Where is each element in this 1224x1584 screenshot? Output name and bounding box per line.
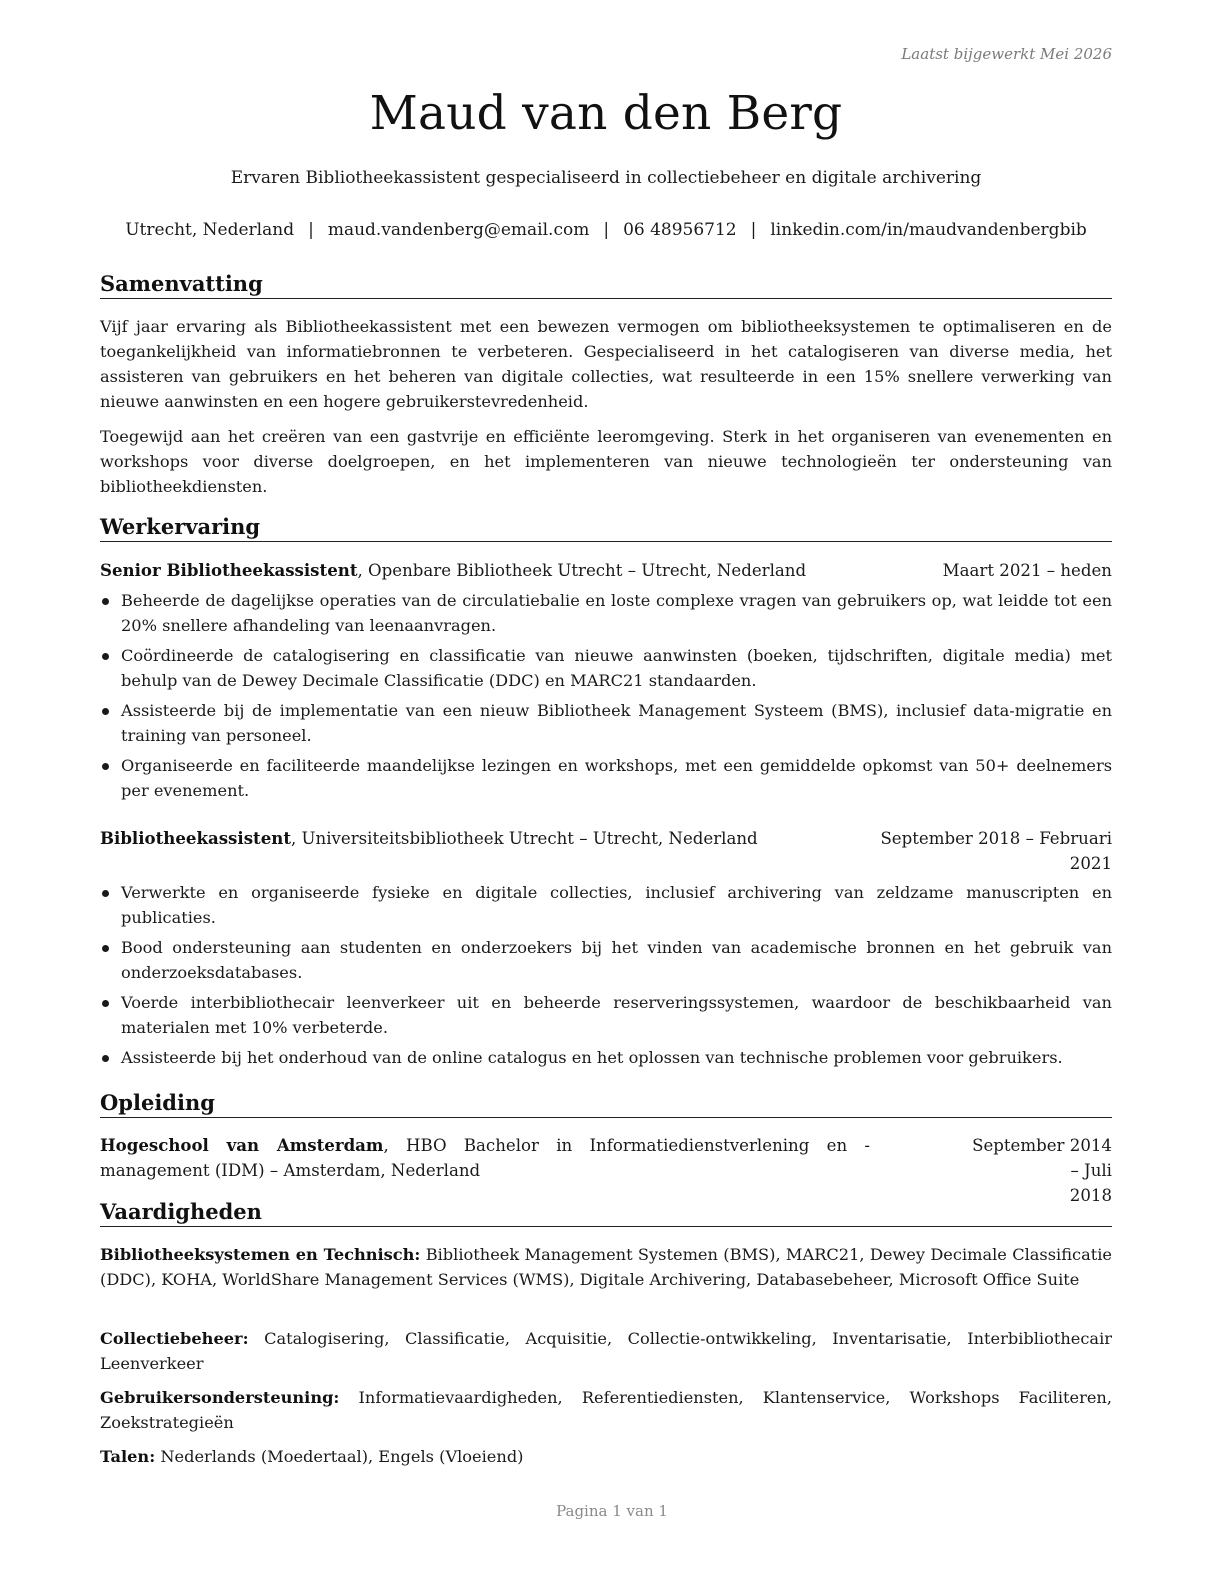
skill-text: Bibliotheek Management Systemen (BMS), MARC21, Dewey Decimale Classificatie (DDC), KOHA, WorldShare Management Services (WMS), Digitale Archivering, Databasebeheer, Microsoft Office Suite bbox=[100, 1245, 1112, 1289]
tagline: Ervaren Bibliotheekassistent gespecialiseerd in collectiebeheer en digitale archivering bbox=[230, 168, 982, 188]
job-dates-line: 2021 bbox=[1069, 854, 1112, 873]
list-item: Assisteerde bij de implementatie van een nieuw Bibliotheek Management Systeem (BMS), inclusief data-migratie en training van personeel. bbox=[100, 698, 1112, 748]
skill-row bbox=[100, 1326, 1112, 1376]
section-title-education: Opleiding bbox=[100, 1090, 1112, 1118]
education-degree: , HBO Bachelor in Informatiedienstverlening en -management (IDM) – Amsterdam, Nederland bbox=[100, 1136, 870, 1180]
job-dates bbox=[880, 826, 1112, 876]
summary-paragraph: Toegewijd aan het creëren van een gastvrije en efficiënte leeromgeving. Sterk in het organiseren van evenementen en workshops voor diverse doelgroepen, en het implementeren van nieuwe technologieën ter ondersteuning van bibliotheekdiensten. bbox=[100, 427, 1112, 496]
list-item: Bood ondersteuning aan studenten en onderzoekers bij het vinden van academische bronnen en het gebruik van onderzoeksdatabases. bbox=[100, 935, 1112, 985]
list-item: Beheerde de dagelijkse operaties van de circulatiebalie en loste complexe vragen van gebruikers op, wat leidde tot een 20% snellere afhandeling van leenaanvragen. bbox=[100, 588, 1112, 638]
job-header bbox=[100, 826, 1112, 876]
job-org: , Universiteitsbibliotheek Utrecht – Utrecht, Nederland bbox=[290, 829, 758, 848]
summary-paragraph: Vijf jaar ervaring als Bibliotheekassistent met een bewezen vermogen om bibliotheeksystemen te optimaliseren en de toegankelijkheid van informatiebronnen te verbeteren. Gespecialiseerd in het catalogiseren van diverse media, het assisteren van gebruikers en het beheren van digitale collecties, wat resulteerde in een 15% snellere verwerking van nieuwe aanwinsten en een hogere gebruikerstevredenheid. bbox=[100, 317, 1112, 411]
skill-row bbox=[100, 1242, 1112, 1292]
skill-row bbox=[100, 1444, 1112, 1469]
contact-location: Utrecht, Nederland bbox=[125, 220, 295, 240]
list-item: Assisteerde bij het onderhoud van de online catalogus en het oplossen van technische problemen voor gebruikers. bbox=[100, 1045, 1112, 1070]
skill-label: Gebruikersondersteuning: bbox=[100, 1388, 340, 1407]
skill-label: Bibliotheeksystemen en Technisch: bbox=[100, 1245, 421, 1264]
skill-text: Informatievaardigheden, Referentiediensten, Klantenservice, Workshops Faciliteren, Zoekstrategieën bbox=[100, 1388, 1112, 1432]
education-school: Hogeschool van Amsterdam bbox=[100, 1135, 384, 1155]
list-item: Voerde interbibliothecair leenverkeer uit en beheerde reserveringssystemen, waardoor de beschikbaarheid van materialen met 10% verbeterde. bbox=[100, 990, 1112, 1040]
skill-text: Nederlands (Moedertaal), Engels (Vloeiend) bbox=[155, 1447, 524, 1466]
job-bullets bbox=[100, 588, 1112, 808]
last-updated: Laatst bijgewerkt Mei 2026 bbox=[901, 45, 1112, 63]
job-bullets bbox=[100, 880, 1112, 1075]
job-dates-line: September 2018 – Februari bbox=[880, 829, 1112, 848]
candidate-name: Maud van den Berg bbox=[369, 86, 843, 141]
contact-phone: 06 48956712 bbox=[623, 220, 737, 240]
list-item: Verwerkte en organiseerde fysieke en digitale collecties, inclusief archivering van zeldzame manuscripten en publicaties. bbox=[100, 880, 1112, 930]
section-title-skills: Vaardigheden bbox=[100, 1199, 1112, 1227]
skill-label: Talen: bbox=[100, 1447, 156, 1466]
contact-separator: | bbox=[603, 220, 610, 240]
page-footer: Pagina 1 van 1 bbox=[556, 1502, 668, 1520]
skill-row bbox=[100, 1385, 1112, 1435]
contact-separator: | bbox=[750, 220, 757, 240]
contact-line bbox=[80, 220, 1132, 240]
skill-label: Collectiebeheer: bbox=[100, 1329, 249, 1348]
education-dates-line: 2018 bbox=[1069, 1186, 1112, 1205]
section-title-experience: Werkervaring bbox=[100, 514, 1112, 542]
job-org: , Openbare Bibliotheek Utrecht – Utrecht, Nederland bbox=[357, 561, 807, 580]
job-title-line bbox=[100, 826, 758, 851]
education-dates-line: September 2014 – Juli bbox=[972, 1136, 1112, 1180]
contact-separator: | bbox=[308, 220, 314, 240]
job-role: Senior Bibliotheekassistent bbox=[100, 560, 358, 580]
skill-text: Catalogisering, Classificatie, Acquisitie, Collectie-ontwikkeling, Inventarisatie, Interbibliothecair Leenverkeer bbox=[100, 1329, 1112, 1373]
list-item: Organiseerde en faciliteerde maandelijkse lezingen en workshops, met een gemiddelde opkomst van 50+ deelnemers per evenement. bbox=[100, 753, 1112, 803]
contact-email[interactable]: maud.vandenberg@email.com bbox=[327, 220, 590, 240]
list-item: Coördineerde de catalogisering en classificatie van nieuwe aanwinsten (boeken, tijdschriften, digitale media) met behulp van de Dewey Decimale Classificatie (DDC) en MARC21 standaarden. bbox=[100, 643, 1112, 693]
education-program bbox=[100, 1133, 870, 1183]
section-title-summary: Samenvatting bbox=[100, 271, 1112, 299]
job-role: Bibliotheekassistent bbox=[100, 828, 291, 848]
education-dates bbox=[972, 1133, 1112, 1208]
job-title-line bbox=[100, 558, 806, 583]
job-dates: Maart 2021 – heden bbox=[942, 561, 1112, 580]
contact-linkedin[interactable]: linkedin.com/in/maudvandenbergbib bbox=[770, 220, 1087, 240]
